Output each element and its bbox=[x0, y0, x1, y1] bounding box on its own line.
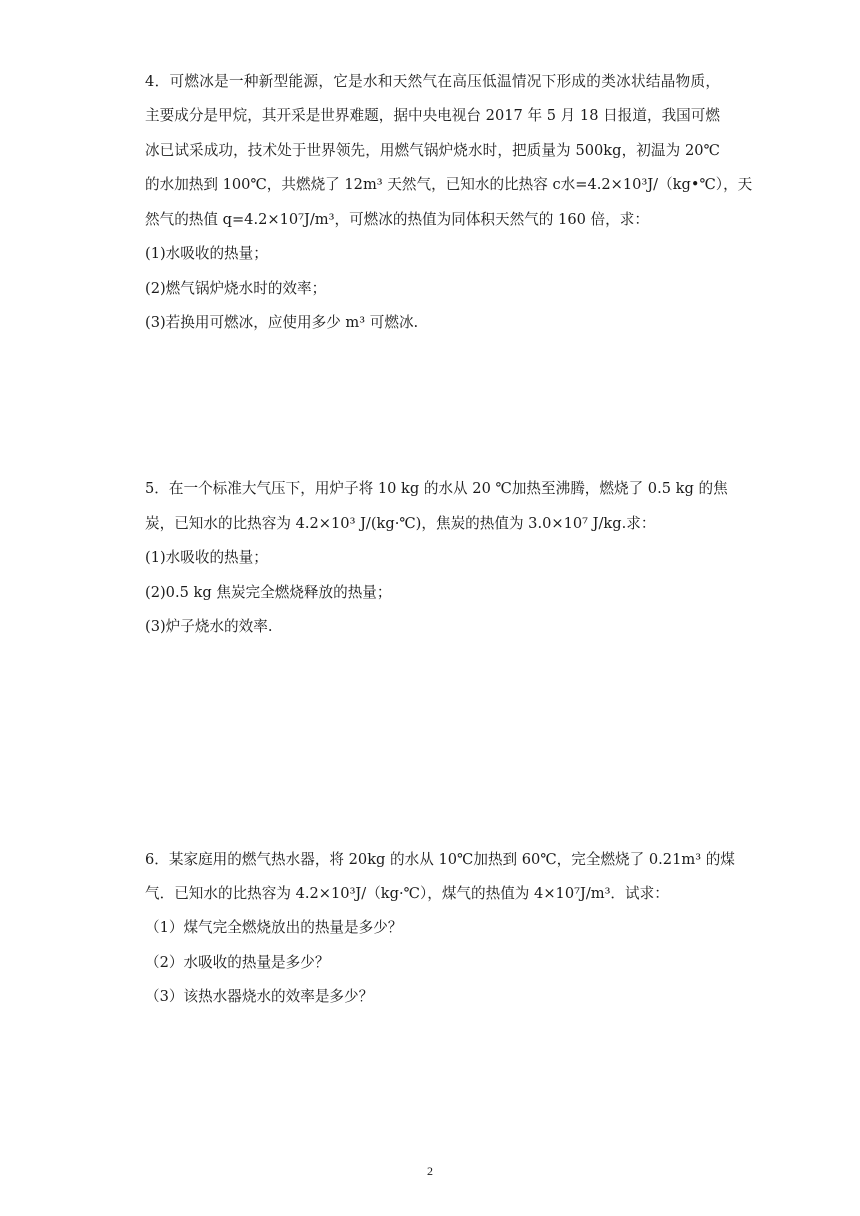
problem-6-part-2: （2）水吸收的热量是多少？ bbox=[145, 954, 330, 971]
problem-4-line-4: 的水加热到 100℃，共燃烧了 12m³ 天然气，已知水的比热容 c水=4.2×10³J/（kg•℃），天 bbox=[145, 176, 753, 193]
page-number: 2 bbox=[427, 1164, 433, 1178]
problem-4-part-3: (3)若换用可燃冰，应使用多少 m³ 可燃冰. bbox=[145, 314, 419, 331]
problem-4-part-1: (1)水吸收的热量； bbox=[145, 245, 268, 262]
problem-5-part-1: (1)水吸收的热量； bbox=[145, 549, 268, 566]
problem-4-line-5: 然气的热值 q=4.2×10⁷J/m³，可燃冰的热值为同体积天然气的 160 倍，求： bbox=[145, 211, 649, 228]
problem-6-part-3: （3）该热水器烧水的效率是多少？ bbox=[145, 988, 374, 1005]
problem-5-part-3: (3)炉子烧水的效率. bbox=[145, 618, 273, 635]
problem-4-line-1: 4．可燃冰是一种新型能源，它是水和天然气在高压低温情况下形成的类冰状结晶物质， bbox=[145, 73, 720, 90]
problem-5-part-2: (2)0.5 kg 焦炭完全燃烧释放的热量； bbox=[145, 584, 392, 601]
problem-4-line-3: 冰已试采成功，技术处于世界领先，用燃气锅炉烧水时，把质量为 500kg，初温为 20℃ bbox=[145, 142, 720, 159]
problem-6-part-1: （1）煤气完全燃烧放出的热量是多少？ bbox=[145, 919, 403, 936]
problem-4-line-2: 主要成分是甲烷，其开采是世界难题，据中央电视台 2017 年 5 月 18 日报道，我国可燃 bbox=[145, 107, 720, 124]
problem-5-line-2: 炭，已知水的比热容为 4.2×10³ J/(kg·℃)，焦炭的热值为 3.0×10⁷ J/kg.求： bbox=[145, 515, 656, 532]
problem-6-line-1: 6．某家庭用的燃气热水器，将 20kg 的水从 10℃加热到 60℃，完全燃烧了 0.21m³ 的煤 bbox=[145, 851, 735, 868]
problem-4-part-2: (2)燃气锅炉烧水时的效率； bbox=[145, 280, 327, 297]
problem-6-line-2: 气．已知水的比热容为 4.2×10³J/（kg·℃），煤气的热值为 4×10⁷J/m³．试求： bbox=[145, 885, 669, 902]
problem-5-line-1: 5．在一个标准大气压下，用炉子将 10 kg 的水从 20 ℃加热至沸腾，燃烧了 0.5 kg 的焦 bbox=[145, 480, 728, 497]
